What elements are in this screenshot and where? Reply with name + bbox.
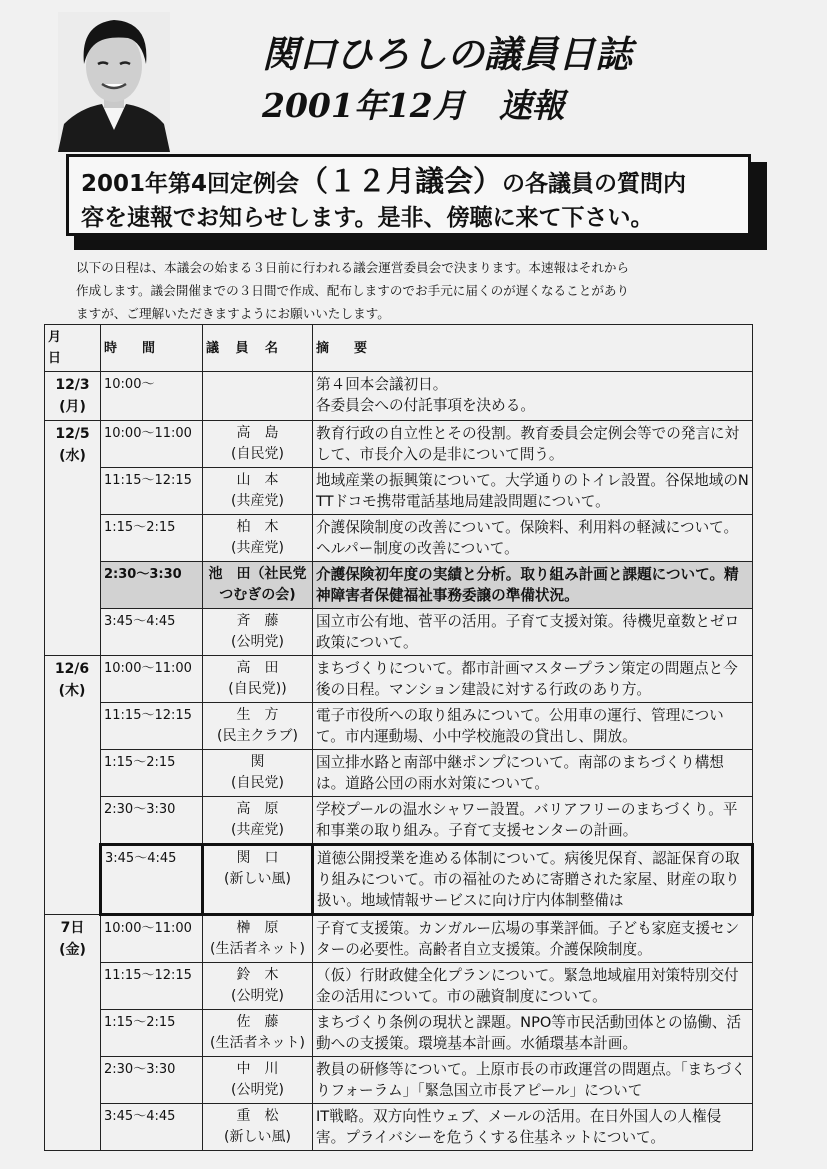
table-row	[45, 656, 753, 703]
member-name: 生 方	[236, 707, 279, 723]
member-party: (共産党)	[231, 822, 284, 838]
member-name: 鈴 木	[236, 967, 279, 983]
table-row	[45, 915, 753, 963]
time-cell: 10:00〜11:00	[101, 915, 203, 963]
summary-cell: 介護保険初年度の実績と分析。取り組み計画と課題について。精神障害者保健福祉事務委譲の準備状況。	[313, 562, 753, 609]
header-date: 月 日	[45, 325, 101, 372]
page-title: 関口ひろしの議員日誌	[262, 32, 632, 76]
time-cell: 10:00〜	[101, 372, 203, 421]
summary-cell: 学校プールの温水シャワー設置。バリアフリーのまちづくり。平和事業の取り組み。子育て支援センターの計画。	[313, 797, 753, 845]
header-member: 議 員 名	[203, 325, 313, 372]
member-cell	[203, 372, 313, 421]
summary-cell: 第４回本会議初日。 各委員会への付託事項を決める。	[313, 372, 753, 421]
intro-line: 以下の日程は、本議会の始まる３日前に行われる議会運営委員会で決まります。本速報はそれから	[76, 260, 630, 275]
member-party: (共産党)	[231, 493, 284, 509]
time-cell: 3:45〜4:45	[101, 845, 203, 915]
time-cell: 1:15〜2:15	[101, 750, 203, 797]
time-cell: 11:15〜12:15	[101, 703, 203, 750]
member-party: (民主クラブ)	[217, 728, 298, 744]
summary-cell: 介護保険制度の改善について。保険料、利用料の軽減について。ヘルパー制度の改善について。	[313, 515, 753, 562]
page-subtitle: 2001年12月 速報	[262, 86, 565, 125]
announcement-banner	[66, 154, 751, 236]
member-cell	[203, 1057, 313, 1104]
member-party: つむぎの会)	[219, 587, 296, 603]
member-name: 関	[250, 754, 265, 770]
date-weekday: (金)	[59, 942, 86, 958]
summary-cell: 子育て支援策。カンガルー広場の事業評価。子ども家庭支援センターの必要性。高齢者自立支援策。介護保険制度。	[313, 915, 753, 963]
member-name: 佐 藤	[236, 1014, 279, 1030]
table-row	[45, 562, 753, 609]
summary-cell: （仮）行財政健全化プランについて。緊急地域雇用対策特別交付金の活用について。市の融資制度について。	[313, 963, 753, 1010]
table-row	[45, 1104, 753, 1151]
member-cell	[203, 609, 313, 656]
table-row	[45, 750, 753, 797]
summary-cell: 地域産業の振興策について。大学通りのトイレ設置。谷保地域のNTTドコモ携帯電話基地局建設問題について。	[313, 468, 753, 515]
member-cell	[203, 703, 313, 750]
member-cell	[203, 845, 313, 915]
member-party: (自民党)	[231, 775, 284, 791]
member-cell	[203, 797, 313, 845]
intro-line: 作成します。議会開催までの３日間で作成、配布しますのでお手元に届くのが遅くなることがあり	[76, 283, 630, 298]
member-name: 重 松	[236, 1108, 279, 1124]
member-party: (自民党))	[228, 681, 287, 697]
member-party: (公明党)	[231, 1082, 284, 1098]
member-cell	[203, 1104, 313, 1151]
time-cell: 3:45〜4:45	[101, 609, 203, 656]
table-row	[45, 421, 753, 468]
table-row-highlighted	[45, 845, 753, 915]
time-cell: 10:00〜11:00	[101, 656, 203, 703]
table-header-row	[45, 325, 753, 372]
member-cell	[203, 421, 313, 468]
summary-cell: 電子市役所への取り組みについて。公用車の運行、管理について。市内運動場、小中学校施設の貸出し、開放。	[313, 703, 753, 750]
member-party: (生活者ネット)	[210, 941, 305, 957]
time-cell: 1:15〜2:15	[101, 515, 203, 562]
date-day: 12/6	[54, 661, 90, 677]
member-name: 山 本	[236, 472, 279, 488]
date-weekday: (木)	[58, 683, 86, 699]
table-row	[45, 372, 753, 421]
member-name: 柏 木	[236, 519, 279, 535]
date-cell	[45, 421, 101, 656]
member-party: (生活者ネット)	[210, 1035, 305, 1051]
summary-cell: 教育行政の自立性とその役割。教育委員会定例会等での発言に対して、市長介入の是非について問う。	[313, 421, 753, 468]
header-time: 時 間	[101, 325, 203, 372]
member-party: (共産党)	[231, 540, 284, 556]
member-party: (自民党)	[231, 446, 284, 462]
date-day: 12/5	[55, 426, 90, 442]
member-name: 斉 藤	[236, 613, 279, 629]
member-cell	[203, 515, 313, 562]
table-row	[45, 963, 753, 1010]
time-cell: 2:30〜3:30	[101, 562, 203, 609]
member-party: (公明党)	[231, 988, 284, 1004]
summary-cell: まちづくりについて。都市計画マスタープラン策定の問題点と今後の日程。マンション建設に対する行政のあり方。	[313, 656, 753, 703]
member-party: (新しい風)	[224, 871, 291, 887]
time-cell: 2:30〜3:30	[101, 797, 203, 845]
member-name: 高 原	[236, 801, 279, 817]
time-cell: 11:15〜12:15	[101, 963, 203, 1010]
summary-cell: 国立排水路と南部中継ポンプについて。南部のまちづくり構想は。道路公団の雨水対策について。	[313, 750, 753, 797]
header-summary: 摘 要	[313, 325, 753, 372]
banner-emphasis: （１２月議会）	[299, 164, 503, 198]
summary-cell: まちづくり条例の現状と課題。NPO等市民活動団体との協働、活動への支援策。環境基本計画。水循環基本計画。	[313, 1010, 753, 1057]
table-row	[45, 1057, 753, 1104]
member-party: (新しい風)	[224, 1129, 291, 1145]
member-cell	[203, 1010, 313, 1057]
time-cell: 11:15〜12:15	[101, 468, 203, 515]
member-cell	[203, 562, 313, 609]
member-cell	[203, 468, 313, 515]
time-cell: 1:15〜2:15	[101, 1010, 203, 1057]
table-row	[45, 468, 753, 515]
date-cell	[45, 656, 101, 915]
time-cell: 10:00〜11:00	[101, 421, 203, 468]
member-cell	[203, 656, 313, 703]
intro-note	[76, 256, 766, 325]
member-cell	[203, 963, 313, 1010]
member-name: 中 川	[236, 1061, 279, 1077]
summary-cell: IT戦略。双方向性ウェブ、メールの活用。在日外国人の人権侵害。プライバシーを危うくする住基ネットについて。	[313, 1104, 753, 1151]
member-name: 池 田（社民党	[208, 566, 307, 582]
summary-cell: 道徳公開授業を進める体制について。病後児保育、認証保育の取り組みについて。市の福祉のために寄贈された家屋、財産の取り扱い。地域情報サービスに向け庁内体制整備は	[313, 845, 753, 915]
member-name: 高 島	[236, 425, 279, 441]
member-party: (公明党)	[231, 634, 284, 650]
table-row	[45, 515, 753, 562]
table-row	[45, 1010, 753, 1057]
member-name: 榊 原	[236, 920, 279, 936]
member-cell	[203, 750, 313, 797]
date-cell	[45, 372, 101, 421]
intro-line: ますが、ご理解いただきますようにお願いいたします。	[76, 306, 390, 321]
member-name: 高 田	[236, 660, 279, 676]
date-weekday: (月)	[59, 399, 86, 415]
banner-text: の各議員の質問内	[502, 171, 687, 197]
date-cell	[45, 915, 101, 1151]
member-name: 関 口	[236, 850, 279, 866]
time-cell: 3:45〜4:45	[101, 1104, 203, 1151]
summary-cell: 教員の研修等について。上原市長の市政運営の問題点。「まちづくりフォーラム」「緊急国立市長アピール」について	[313, 1057, 753, 1104]
councillor-photo	[58, 12, 170, 152]
banner-line-2: 容を速報でお知らせします。是非、傍聴に来て下さい。	[81, 205, 654, 231]
date-weekday: (水)	[59, 448, 86, 464]
schedule-table	[44, 324, 754, 1151]
banner-line-1	[81, 164, 748, 201]
time-cell: 2:30〜3:30	[101, 1057, 203, 1104]
table-row	[45, 703, 753, 750]
table-row	[45, 797, 753, 845]
date-day: 7日	[60, 920, 85, 936]
summary-cell: 国立市公有地、菅平の活用。子育て支援対策。待機児童数とゼロ政策について。	[313, 609, 753, 656]
banner-text: 2001年第4回定例会	[81, 171, 300, 197]
member-cell	[203, 915, 313, 963]
date-day: 12/3	[55, 377, 90, 393]
table-row	[45, 609, 753, 656]
